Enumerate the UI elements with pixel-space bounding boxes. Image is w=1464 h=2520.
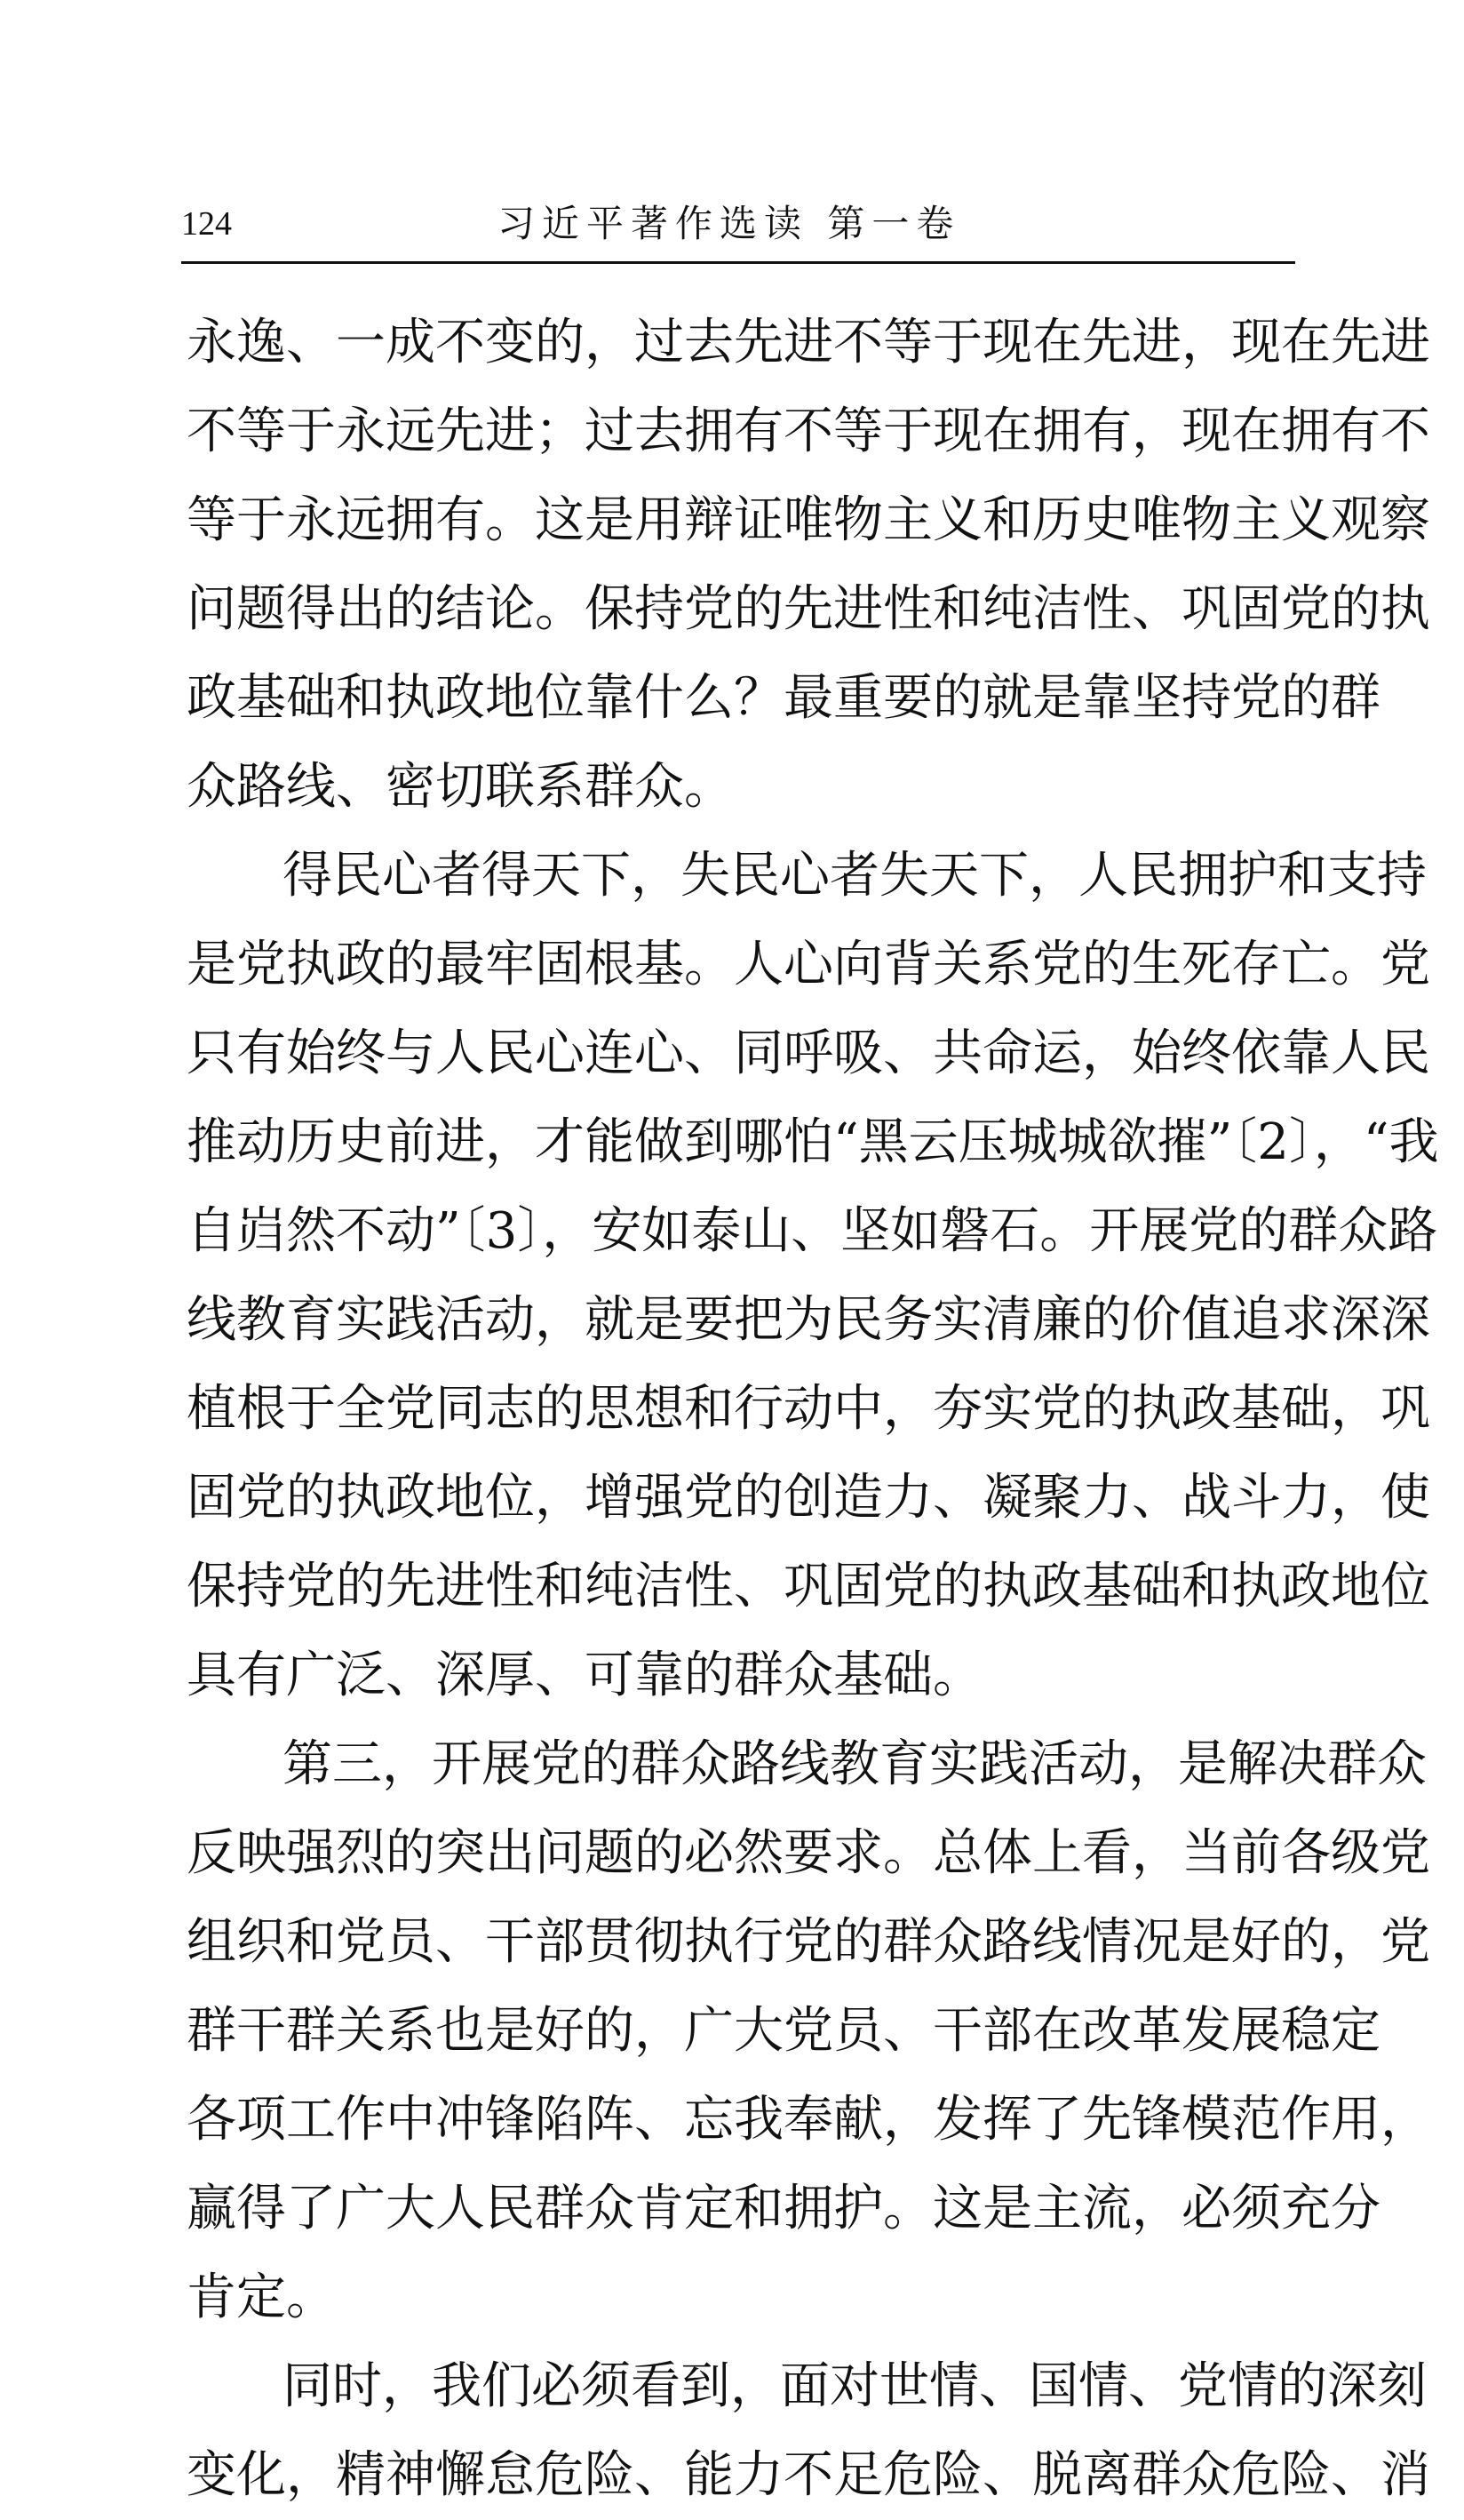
text-line: 反映强烈的突出问题的必然要求。总体上看，当前各级党 xyxy=(187,1824,1430,1882)
text-line: 线教育实践活动，就是要把为民务实清廉的价值追求深深 xyxy=(187,1291,1430,1349)
body-text xyxy=(187,299,1439,2520)
text-line: 变化，精神懈怠危险、能力不足危险、脱离群众危险、消 xyxy=(187,2446,1430,2504)
text-line: 第三，开展党的群众路线教育实践活动，是解决群众 xyxy=(282,1735,1427,1793)
text-line: 是党执政的最牢固根基。人心向背关系党的生死存亡。党 xyxy=(187,936,1430,993)
text-line: 固党的执政地位，增强党的创造力、凝聚力、战斗力，使 xyxy=(187,1469,1430,1527)
text-line: 保持党的先进性和纯洁性、巩固党的执政基础和执政地位 xyxy=(187,1558,1430,1615)
text-line: 问题得出的结论。保持党的先进性和纯洁性、巩固党的执 xyxy=(187,580,1430,638)
text-line: 政基础和执政地位靠什么？最重要的就是靠坚持党的群 xyxy=(187,669,1380,727)
text-line: 同时，我们必须看到，面对世情、国情、党情的深刻 xyxy=(282,2357,1427,2415)
text-line: 各项工作中冲锋陷阵、忘我奉献，发挥了先锋模范作用， xyxy=(187,2091,1430,2149)
text-line: 永逸、一成不变的，过去先进不等于现在先进，现在先进 xyxy=(187,314,1430,371)
running-title: 习近平著作选读 第一卷 xyxy=(497,202,961,245)
text-line: 自岿然不动”〔3〕，安如泰山、坚如磐石。开展党的群众路 xyxy=(187,1202,1438,1260)
text-line: 众路线、密切联系群众。 xyxy=(187,758,734,816)
text-line: 只有始终与人民心连心、同呼吸、共命运，始终依靠人民 xyxy=(187,1025,1430,1082)
text-line: 推动历史前进，才能做到哪怕“黑云压城城欲摧”〔2〕，“我 xyxy=(187,1113,1439,1171)
text-line: 群干群关系也是好的，广大党员、干部在改革发展稳定 xyxy=(187,2002,1380,2060)
text-line: 得民心者得天下，失民心者失天下，人民拥护和支持 xyxy=(282,847,1427,905)
text-line: 赢得了广大人民群众肯定和拥护。这是主流，必须充分 xyxy=(187,2180,1380,2237)
page-number: 124 xyxy=(181,205,232,243)
text-line: 植根于全党同志的思想和行动中，夯实党的执政基础，巩 xyxy=(187,1380,1430,1438)
text-line: 等于永远拥有。这是用辩证唯物主义和历史唯物主义观察 xyxy=(187,491,1430,549)
text-line: 肯定。 xyxy=(187,2269,336,2326)
header-rule xyxy=(181,261,1295,264)
text-line: 不等于永远先进；过去拥有不等于现在拥有，现在拥有不 xyxy=(187,403,1430,460)
text-line: 组织和党员、干部贯彻执行党的群众路线情况是好的，党 xyxy=(187,1913,1430,1971)
text-line: 具有广泛、深厚、可靠的群众基础。 xyxy=(187,1647,983,1704)
